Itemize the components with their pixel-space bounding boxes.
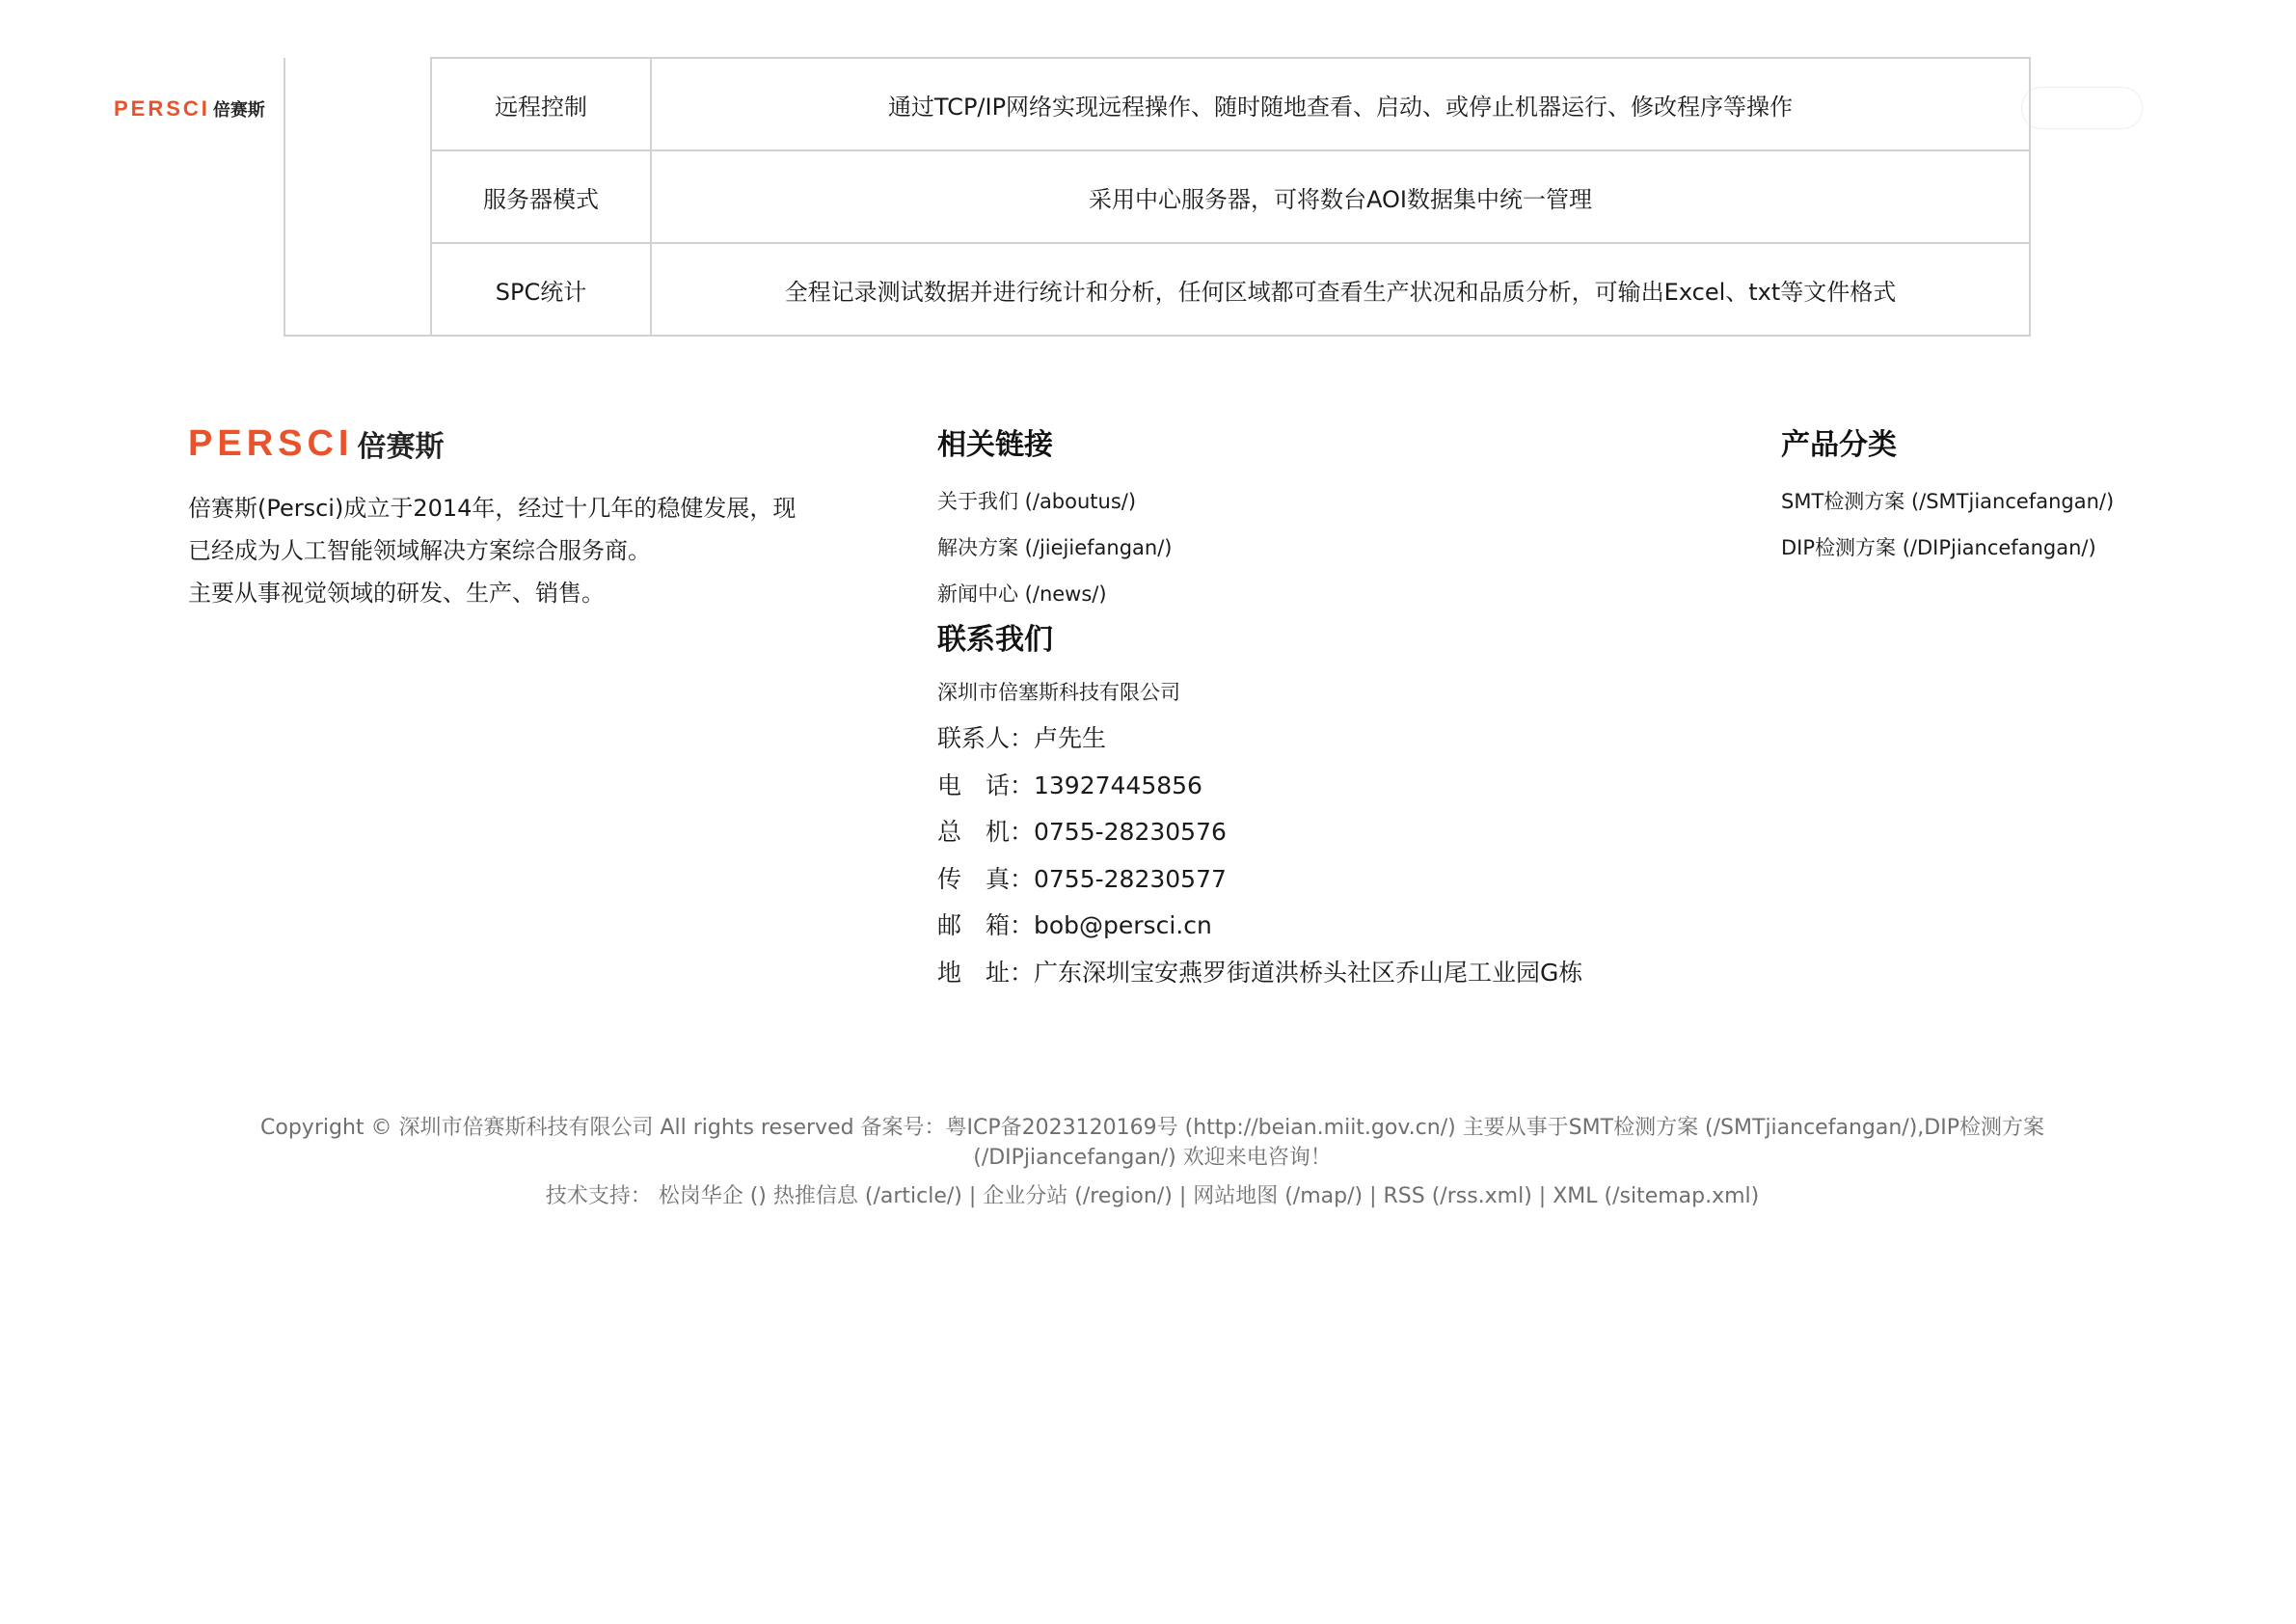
feature-table <box>284 57 2031 337</box>
tech-support-links[interactable]: 技术支持： 松岗华企 () 热推信息 (/article/) | 企业分站 (/region/) | 网站地图 (/map/) | RSS (/rss.xml) | XML (/sitemap.xml) <box>545 1184 1760 1208</box>
footer-link-news[interactable]: 新闻中心 (/news/) <box>937 582 1107 606</box>
feature-description-cell: 全程记录测试数据并进行统计和分析，任何区域都可查看生产状况和品质分析，可输出Excel、txt等文件格式 <box>651 243 2030 336</box>
product-categories-list <box>1781 478 2114 571</box>
about-line: 已经成为人工智能领域解决方案综合服务商。 <box>188 537 651 564</box>
contact-person: 联系人：卢先生 <box>937 724 1107 752</box>
feature-name-cell: 远程控制 <box>431 58 651 150</box>
footer-logo-cjk: 倍赛斯 <box>357 431 445 463</box>
table-row <box>284 243 2030 336</box>
contact-title: 联系我们 <box>937 623 1053 657</box>
contact-fax: 传 真：0755-28230577 <box>937 864 1227 893</box>
footer-logo-latin: PERSCI <box>188 422 354 464</box>
feature-name-cell: SPC统计 <box>431 243 651 336</box>
feature-name-cell: 服务器模式 <box>431 150 651 243</box>
related-links-list <box>937 478 1172 617</box>
footer-logo[interactable] <box>188 422 444 465</box>
about-text <box>188 487 805 614</box>
contact-phone[interactable]: 电 话：13927445856 <box>937 771 1202 799</box>
contact-address: 地 址：广东深圳宝安燕罗街道洪桥头社区乔山尾工业园G栋 <box>937 958 1583 987</box>
contact-email[interactable]: 邮 箱：bob@persci.cn <box>937 911 1212 939</box>
footer-link-solutions[interactable]: 解决方案 (/jiejiefangan/) <box>937 536 1173 559</box>
header-logo[interactable] <box>114 96 265 122</box>
footer-link-aboutus[interactable]: 关于我们 (/aboutus/) <box>937 490 1137 513</box>
feature-description-cell: 采用中心服务器，可将数台AOI数据集中统一管理 <box>651 150 2030 243</box>
footer-link-dip[interactable]: DIP检测方案 (/DIPjiancefangan/) <box>1781 536 2096 559</box>
copyright-text: Copyright © 深圳市倍赛斯科技有限公司 All rights reserved 备案号：粤ICP备2023120169号 (http://beian.miit.gov.cn/) 主要从事于SMT检测方案 (/SMTjiancefangan/),DIP检测方案 (/DIPjiancefangan/) 欢迎来电咨询！ <box>260 1116 2044 1170</box>
header-logo-latin: PERSCI <box>114 96 210 121</box>
table-row <box>284 58 2030 150</box>
table-blank-cell <box>284 58 431 336</box>
links-title: 相关链接 <box>937 428 1053 462</box>
feature-description-cell: 通过TCP/IP网络实现远程操作、随时随地查看、启动、或停止机器运行、修改程序等操作 <box>651 58 2030 150</box>
products-title: 产品分类 <box>1781 428 1897 462</box>
contact-switchboard[interactable]: 总 机：0755-28230576 <box>937 818 1227 846</box>
footer-link-smt[interactable]: SMT检测方案 (/SMTjiancefangan/) <box>1781 490 2115 513</box>
table-row <box>284 150 2030 243</box>
about-line: 倍赛斯(Persci)成立于2014年，经过十几年的稳健发展，现 <box>188 495 797 522</box>
company-name: 深圳市倍塞斯科技有限公司 <box>937 681 1180 704</box>
header-logo-cjk: 倍赛斯 <box>212 100 265 120</box>
header-search-pill[interactable] <box>2021 87 2143 129</box>
contact-list <box>937 716 1582 996</box>
about-line: 主要从事视觉领域的研发、生产、销售。 <box>188 580 605 607</box>
